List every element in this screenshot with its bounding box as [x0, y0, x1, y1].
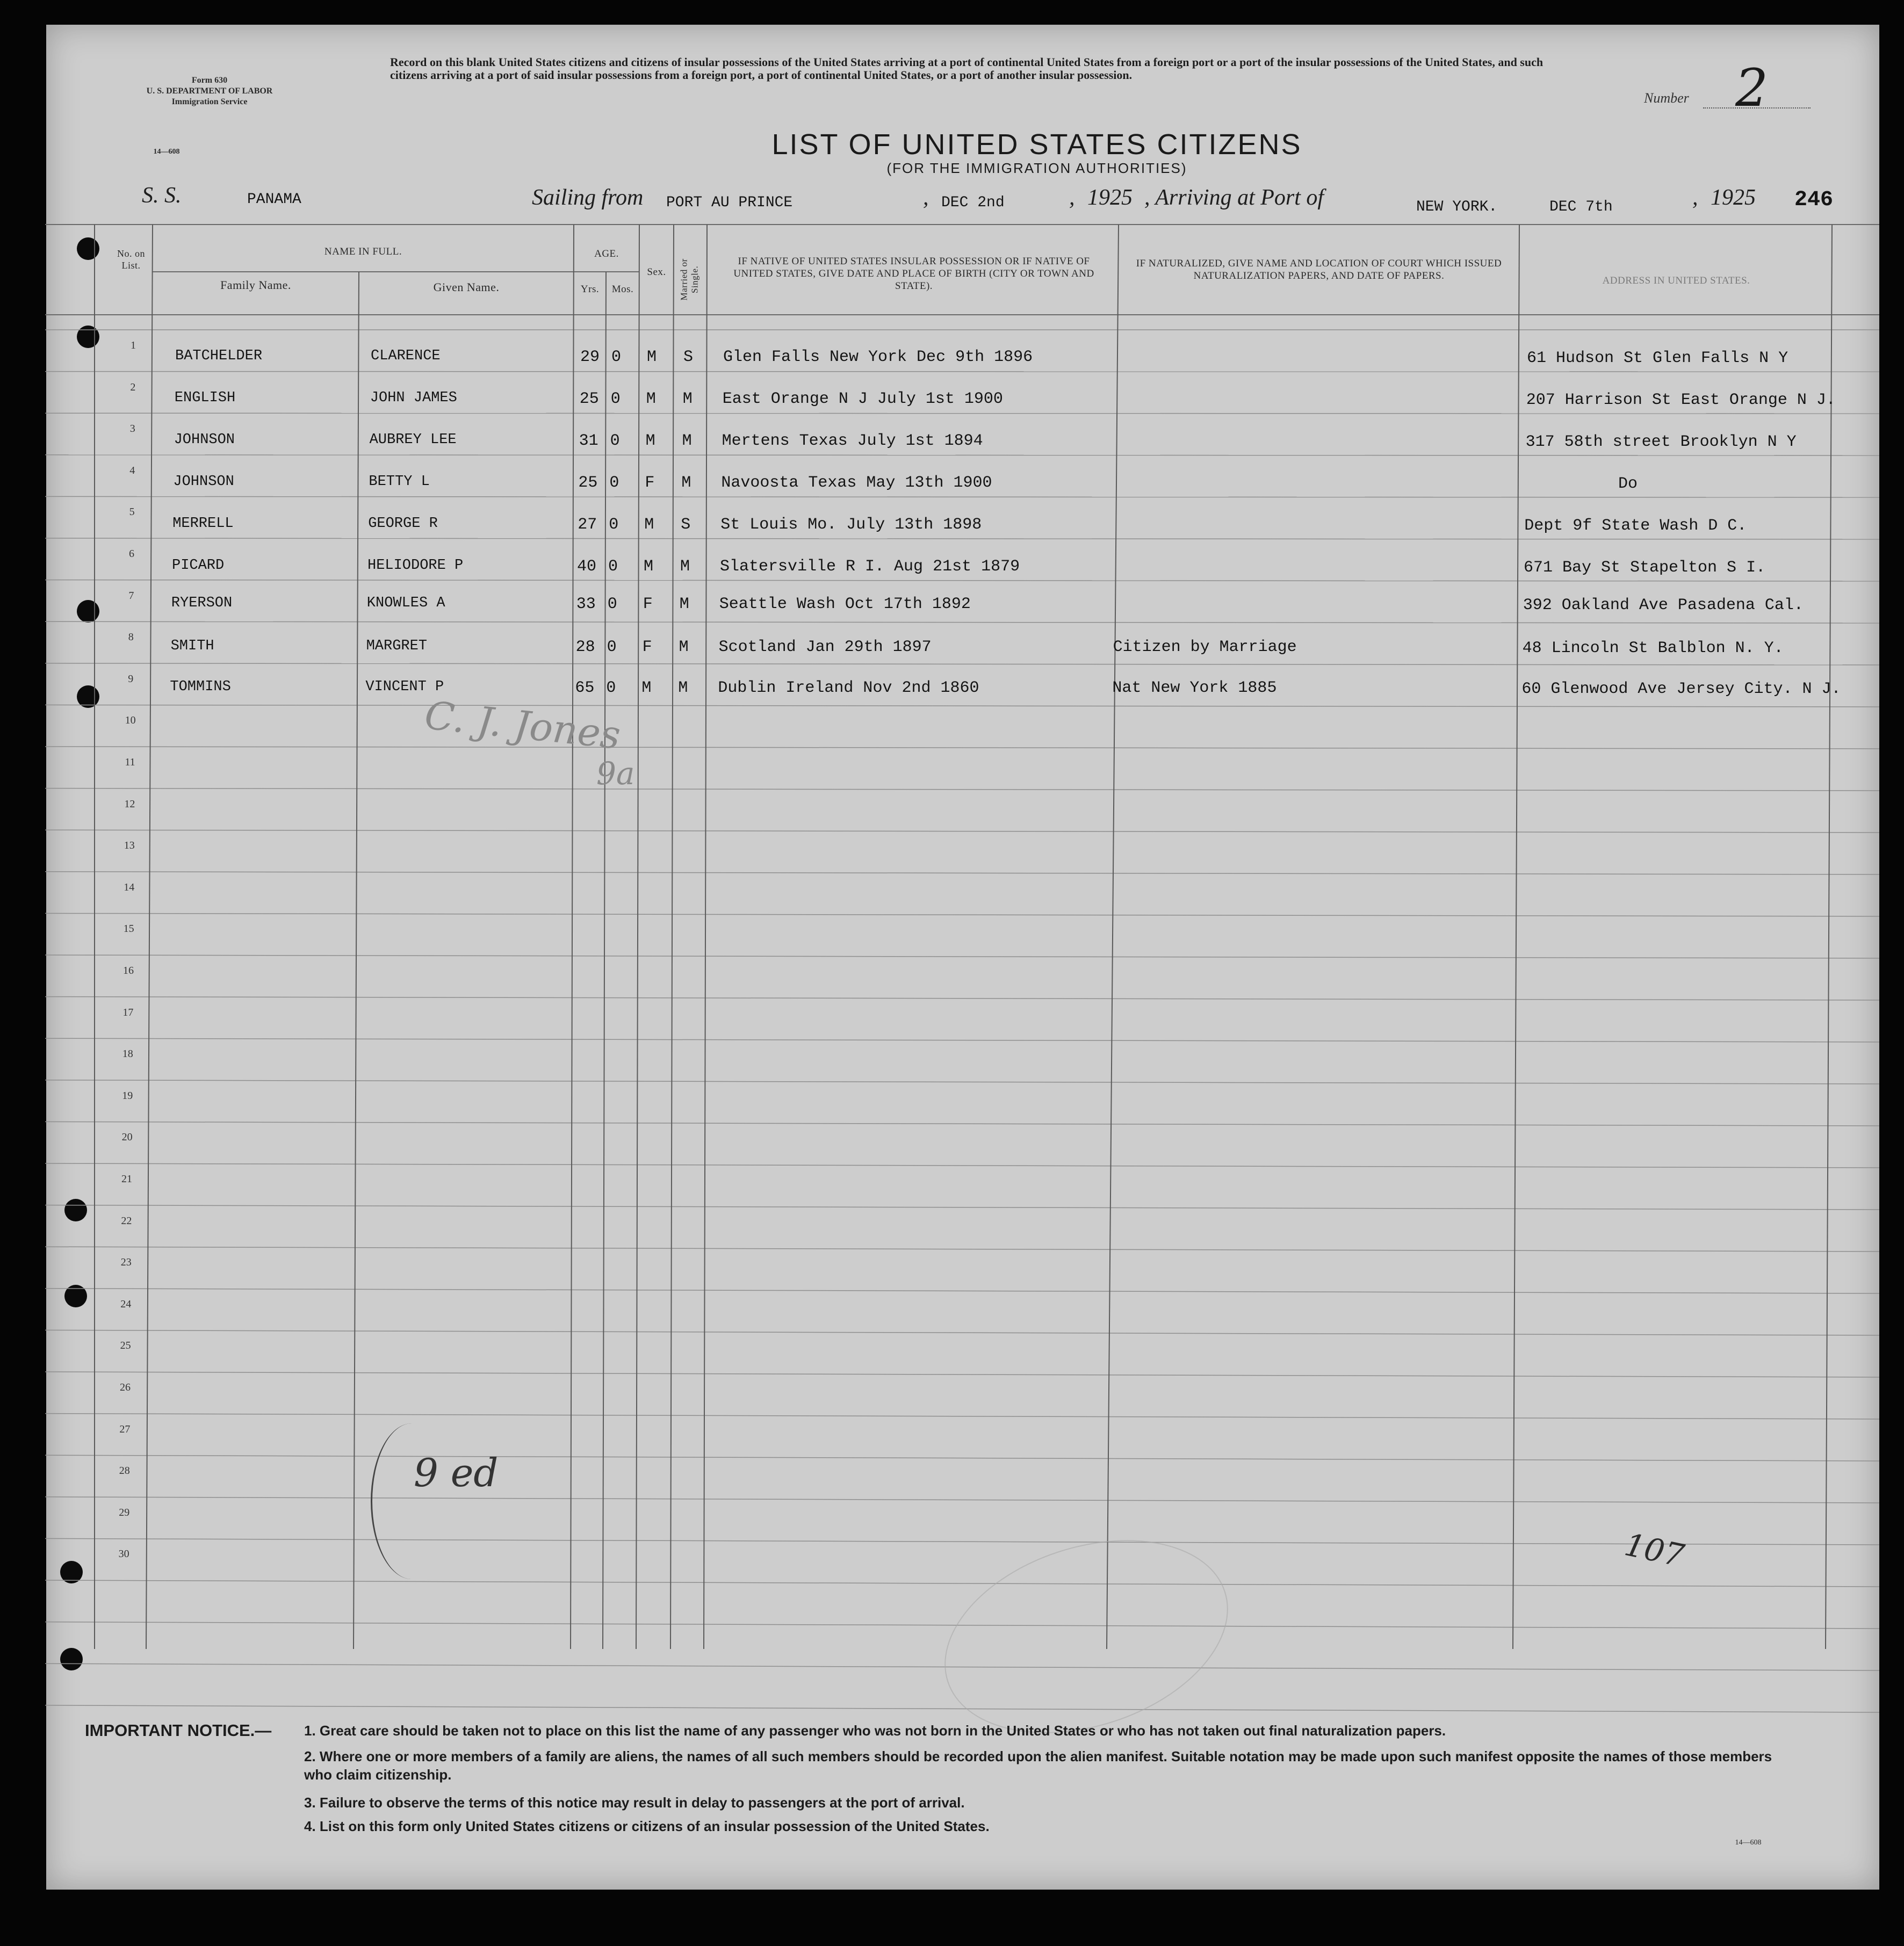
family-name-cell: JOHNSON [173, 474, 234, 490]
sex-cell: M [645, 432, 655, 450]
row-number: 8 [128, 631, 134, 643]
inspector-mark-bracket [371, 1423, 453, 1579]
age-years-cell: 28 [575, 638, 595, 656]
row-number: 23 [120, 1256, 132, 1269]
address-cell: 60 Glenwood Ave Jersey City. N J. [1521, 680, 1841, 698]
birthplace-cell: St Louis Mo. July 13th 1898 [720, 516, 982, 534]
rule-line [45, 496, 1879, 497]
row-number: 5 [129, 506, 135, 518]
from-port: PORT AU PRINCE [666, 194, 793, 211]
number-value: 2 [1735, 58, 1769, 118]
row-number: 6 [129, 548, 134, 560]
given-name-cell: AUBREY LEE [369, 432, 457, 448]
service: Immigration Service [171, 97, 248, 106]
row-number: 24 [120, 1298, 132, 1310]
birthplace-cell: East Orange N J July 1st 1900 [722, 390, 1003, 408]
family-name-cell: ENGLISH [174, 390, 236, 406]
family-name-cell: SMITH [170, 638, 214, 654]
sex-cell: M [646, 390, 656, 408]
row-number: 12 [124, 798, 135, 810]
address-cell: Dept 9f State Wash D C. [1524, 517, 1747, 535]
row-number: 11 [125, 756, 135, 768]
row-number: 4 [129, 464, 135, 476]
sail-comma: , [923, 185, 929, 210]
notice-item-1: 1. Great care should be taken not to place on this list the name of any passenger who was not born in the United States or who has not taken out final naturalization papers. [304, 1723, 1446, 1739]
row-number: 3 [129, 423, 135, 435]
row-number: 14 [124, 881, 135, 893]
birthplace-cell: Mertens Texas July 1st 1894 [722, 432, 983, 450]
page-title: LIST OF UNITED STATES CITIZENS [771, 128, 1302, 161]
sex-cell: F [642, 638, 652, 656]
birthplace-cell: Scotland Jan 29th 1897 [718, 638, 932, 656]
ss-label: S. S. [142, 183, 182, 208]
given-name-cell: HELIODORE P [367, 558, 464, 574]
header-yrs: Yrs. [580, 284, 600, 295]
signature-suffix: 9a [596, 755, 635, 792]
row-number: 7 [128, 589, 134, 602]
rule-line [45, 1372, 1879, 1377]
address-cell: 61 Hudson St Glen Falls N Y [1527, 349, 1788, 367]
page-subtitle: (FOR THE IMMIGRATION AUTHORITIES) [886, 160, 1187, 176]
inspector-mark: 9 ed [414, 1450, 499, 1495]
birthplace-cell: Seattle Wash Oct 17th 1892 [719, 595, 971, 613]
age-months-cell: 0 [611, 348, 622, 366]
rule-line [45, 747, 1879, 749]
sex-cell: M [647, 348, 657, 366]
notice-item-2: 2. Where one or more members of a family are aliens, the names of all such members should be recorded upon the alien manifest. Suitable notation may be made upon such manifest opposite the names of those members who claim citizenship. [304, 1748, 1772, 1783]
address-cell: 392 Oakland Ave Pasadena Cal. [1523, 596, 1804, 614]
sail-date: DEC 2nd [941, 194, 1005, 211]
notice-heading: IMPORTANT NOTICE.— [85, 1721, 272, 1740]
rule-line [45, 1330, 1879, 1335]
row-number: 2 [130, 381, 136, 393]
header-age: AGE. [594, 248, 619, 259]
sex-cell: M [644, 558, 654, 576]
notice-item-4: 4. List on this form only United States citizens or citizens of an insular possession of the United States. [304, 1818, 990, 1834]
family-name-cell: RYERSON [171, 595, 233, 611]
sex-cell: M [644, 516, 654, 534]
rule-line [45, 413, 1879, 414]
sail-year-comma: , [1069, 185, 1075, 210]
given-name-cell: GEORGE R [368, 516, 438, 532]
age-years-cell: 65 [575, 679, 595, 697]
age-years-cell: 25 [578, 474, 598, 492]
address-cell: 671 Bay St Stapelton S I. [1524, 559, 1766, 577]
rule-line [45, 913, 1879, 916]
rule-line [45, 538, 1879, 539]
marital-status-cell: S [681, 516, 691, 534]
header-sex: Sex. [647, 266, 666, 278]
row-number: 22 [121, 1214, 132, 1227]
rule-line [45, 872, 1879, 874]
age-years-cell: 27 [578, 516, 597, 534]
age-months-cell: 0 [607, 595, 617, 613]
row-number: 27 [119, 1423, 131, 1435]
sex-cell: F [645, 474, 655, 492]
marital-status-cell: M [680, 558, 690, 576]
rule-line [45, 1580, 1879, 1587]
row-number: 18 [122, 1048, 133, 1060]
rule-line [45, 1705, 1879, 1712]
birthplace-cell: Slatersville R I. Aug 21st 1879 [720, 558, 1020, 576]
row-number: 30 [118, 1548, 129, 1560]
marital-status-cell: S [683, 348, 694, 366]
rule-line [45, 1080, 1879, 1084]
rule-line [45, 1247, 1879, 1251]
address-cell: Do [1618, 475, 1638, 493]
rule-line [45, 705, 1879, 707]
age-months-cell: 0 [607, 638, 617, 656]
naturalization-cell: Citizen by Marriage [1113, 638, 1297, 656]
age-years-cell: 29 [580, 348, 600, 366]
row-number: 9 [128, 672, 134, 685]
given-name-cell: CLARENCE [371, 348, 441, 364]
rule-line [45, 788, 1879, 791]
footer-code: 14—608 [1735, 1839, 1762, 1847]
birthplace-cell: Glen Falls New York Dec 9th 1896 [723, 348, 1033, 366]
family-name-cell: PICARD [172, 558, 225, 574]
row-number: 25 [120, 1340, 131, 1352]
row-number: 1 [131, 339, 136, 351]
given-name-cell: JOHN JAMES [370, 390, 457, 406]
family-name-cell: MERRELL [172, 516, 234, 532]
instructions-text: Record on this blank United States citizens and citizens of insular possessions of the United States arriving at a port of continental United States from a foreign port or a port of the insular possessions of the United States, and such citizens arriving at a port of said insular possessions from a foreign port, a port of continental United States, or a port of another insular possession. [390, 55, 1544, 82]
birthplace-cell: Navoosta Texas May 13th 1900 [721, 474, 992, 492]
family-name-cell: TOMMINS [170, 679, 231, 695]
form-number: Form 630 [191, 76, 228, 85]
page-stamp: 246 [1794, 188, 1834, 212]
row-number: 16 [123, 965, 134, 976]
naturalization-cell: Nat New York 1885 [1112, 679, 1277, 697]
address-cell: 317 58th street Brooklyn N Y [1525, 433, 1797, 451]
rule-line [45, 663, 1879, 665]
age-months-cell: 0 [609, 516, 619, 534]
arrive-year: 1925 [1711, 185, 1756, 210]
header-no-on-list: No. on List. [117, 248, 145, 271]
arrive-date: DEC 7th [1549, 199, 1613, 215]
arrive-year-comma: , [1692, 185, 1698, 210]
marital-status-cell: M [681, 474, 691, 492]
row-number: 20 [121, 1131, 133, 1144]
sailing-label: Sailing from [532, 185, 644, 210]
family-name-cell: BATCHELDER [175, 348, 263, 364]
address-cell: 207 Harrison St East Orange N J. [1526, 391, 1836, 409]
row-number: 19 [122, 1089, 133, 1102]
header-married-single: Married or Single. [679, 258, 700, 301]
sex-cell: M [641, 679, 652, 697]
rule-line [45, 830, 1879, 833]
row-number: 29 [119, 1506, 130, 1518]
age-years-cell: 33 [576, 595, 596, 613]
given-name-cell: VINCENT P [365, 679, 444, 695]
marital-status-cell: M [682, 432, 692, 450]
age-months-cell: 0 [610, 390, 621, 408]
rule-line [45, 1163, 1879, 1168]
rule-line [45, 1205, 1879, 1210]
row-number: 15 [123, 923, 134, 935]
rule-line [45, 1038, 1879, 1042]
header-birthplace: IF NATIVE OF UNITED STATES INSULAR POSSESSION OR IF NATIVE OF UNITED STATES, GIVE DATE AND PLACE OF BIRTH (CITY OR TOWN AND STATE). [733, 256, 1094, 292]
page-mark: 107 [1621, 1526, 1687, 1574]
number-label: Number [1644, 90, 1689, 106]
rule-line [45, 621, 1879, 623]
marital-status-cell: M [682, 390, 693, 408]
marital-status-cell: M [678, 679, 688, 697]
marital-status-cell: M [679, 595, 689, 613]
age-years-cell: 40 [577, 558, 597, 576]
rule-line [45, 1289, 1879, 1293]
family-name-cell: JOHNSON [174, 432, 235, 448]
sex-cell: F [643, 595, 653, 613]
rule-line [45, 1122, 1879, 1126]
marital-status-cell: M [679, 638, 689, 656]
rule-line [45, 1497, 1879, 1503]
row-number: 21 [121, 1173, 132, 1185]
age-months-cell: 0 [606, 679, 616, 697]
rule-line [45, 955, 1879, 958]
given-name-cell: KNOWLES A [366, 595, 445, 611]
ship-name: PANAMA [247, 191, 301, 208]
rule-line [45, 1414, 1879, 1419]
given-name-cell: BETTY L [369, 474, 430, 490]
arriving-label: , Arriving at Port of [1144, 185, 1324, 210]
age-years-cell: 25 [579, 390, 599, 408]
row-number: 17 [122, 1006, 134, 1018]
header-address: ADDRESS IN UNITED STATES. [1602, 275, 1750, 286]
header-given-name: Given Name. [433, 280, 500, 294]
to-port: NEW YORK. [1416, 199, 1498, 215]
age-months-cell: 0 [609, 474, 619, 492]
age-months-cell: 0 [608, 558, 618, 576]
department: U. S. DEPARTMENT OF LABOR [146, 86, 273, 96]
rule-line [45, 580, 1879, 581]
row-number: 28 [119, 1465, 130, 1477]
inspector-signature: C. J. Jones [422, 692, 623, 758]
given-name-cell: MARGRET [366, 638, 428, 654]
age-years-cell: 31 [579, 432, 598, 450]
rule-line [45, 997, 1879, 1000]
header-family-name: Family Name. [220, 278, 291, 292]
header-name-in-full: NAME IN FULL. [324, 246, 402, 257]
header-mos: Mos. [611, 284, 634, 295]
form-code: 14—608 [153, 148, 180, 156]
birthplace-cell: Dublin Ireland Nov 2nd 1860 [718, 679, 979, 697]
age-months-cell: 0 [610, 432, 620, 450]
row-number: 10 [125, 714, 136, 727]
rule-line [45, 1538, 1879, 1545]
notice-item-3: 3. Failure to observe the terms of this notice may result in delay to passengers at the port of arrival. [304, 1795, 965, 1811]
sail-year: 1925 [1087, 185, 1133, 210]
row-number: 13 [124, 840, 135, 852]
rule-line [45, 1455, 1879, 1461]
row-number: 26 [120, 1381, 131, 1393]
header-naturalized: IF NATURALIZED, GIVE NAME AND LOCATION OF COURT WHICH ISSUED NATURALIZATION PAPERS, AND DATE OF PAPERS. [1136, 258, 1502, 281]
address-cell: 48 Lincoln St Balblon N. Y. [1522, 639, 1784, 657]
